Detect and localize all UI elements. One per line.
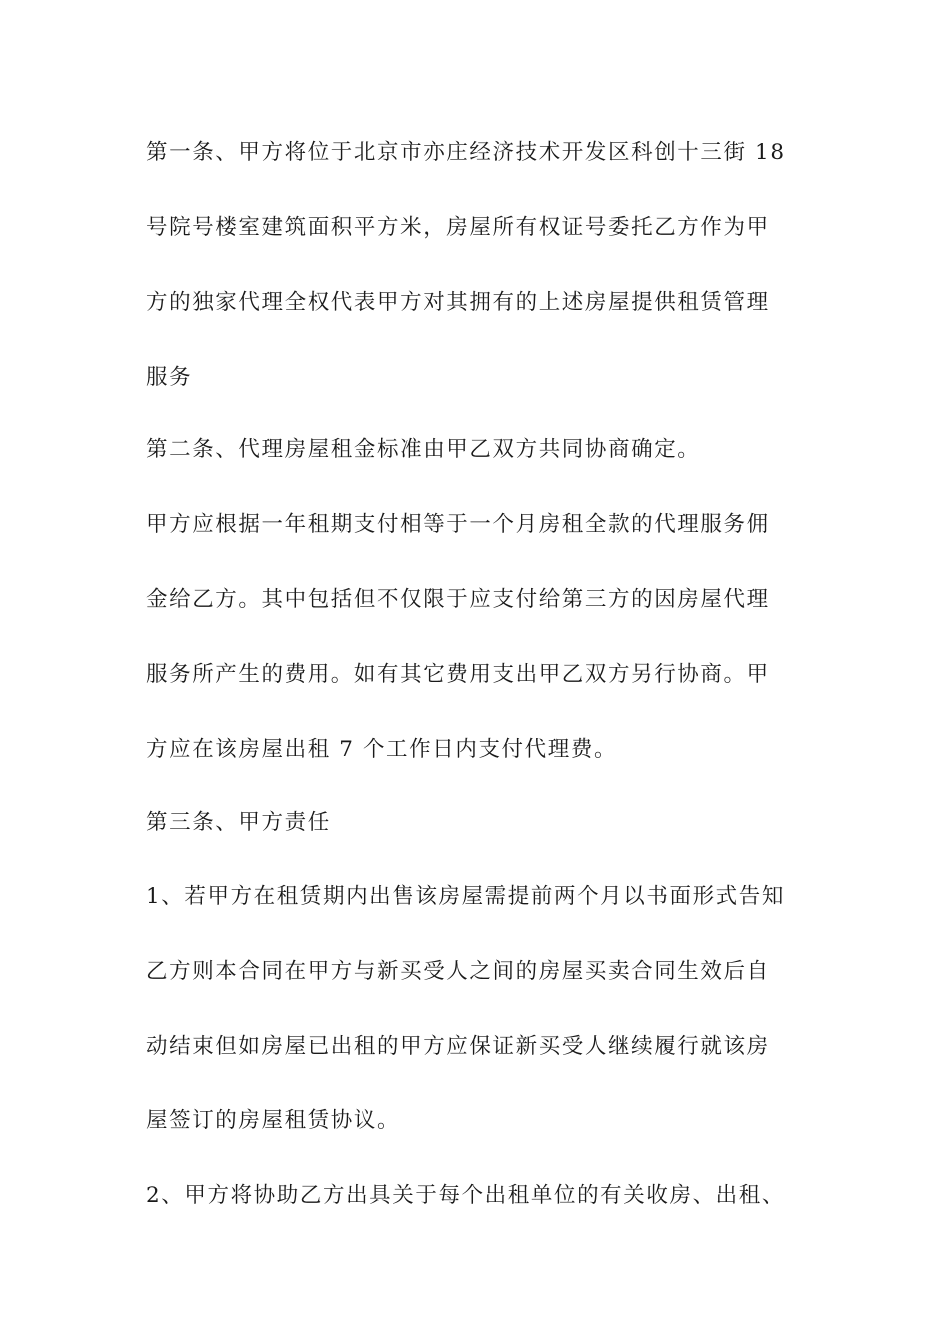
paragraph-line: 方的独家代理全权代表甲方对其拥有的上述房屋提供租赁管理 (146, 290, 770, 315)
paragraph-line: 方应在该房屋出租 7 个工作日内支付代理费。 (146, 737, 618, 762)
paragraph-line: 2、甲方将协助乙方出具关于每个出租单位的有关收房、出租、 (146, 1183, 785, 1208)
section-heading: 第三条、甲方责任 (146, 810, 331, 835)
paragraph-line: 号院号楼室建筑面积平方米，房屋所有权证号委托乙方作为甲 (146, 215, 770, 240)
paragraph-line: 屋签订的房屋租赁协议。 (146, 1108, 401, 1133)
paragraph-line: 甲方应根据一年租期支付相等于一个月房租全款的代理服务佣 (146, 512, 770, 537)
paragraph-line: 1、若甲方在租赁期内出售该房屋需提前两个月以书面形式告知 (146, 884, 785, 909)
paragraph-line: 乙方则本合同在甲方与新买受人之间的房屋买卖合同生效后自 (146, 959, 770, 984)
paragraph-line: 金给乙方。其中包括但不仅限于应支付给第三方的因房屋代理 (146, 587, 770, 612)
paragraph-line: 第一条、甲方将位于北京市亦庄经济技术开发区科创十三街 18 (146, 140, 786, 165)
paragraph-line: 服务 (146, 365, 193, 390)
paragraph-line: 动结束但如房屋已出租的甲方应保证新买受人继续履行就该房 (146, 1034, 770, 1059)
paragraph-line: 服务所产生的费用。如有其它费用支出甲乙双方另行协商。甲 (146, 662, 770, 687)
paragraph-line: 第二条、代理房屋租金标准由甲乙双方共同协商确定。 (146, 437, 701, 462)
